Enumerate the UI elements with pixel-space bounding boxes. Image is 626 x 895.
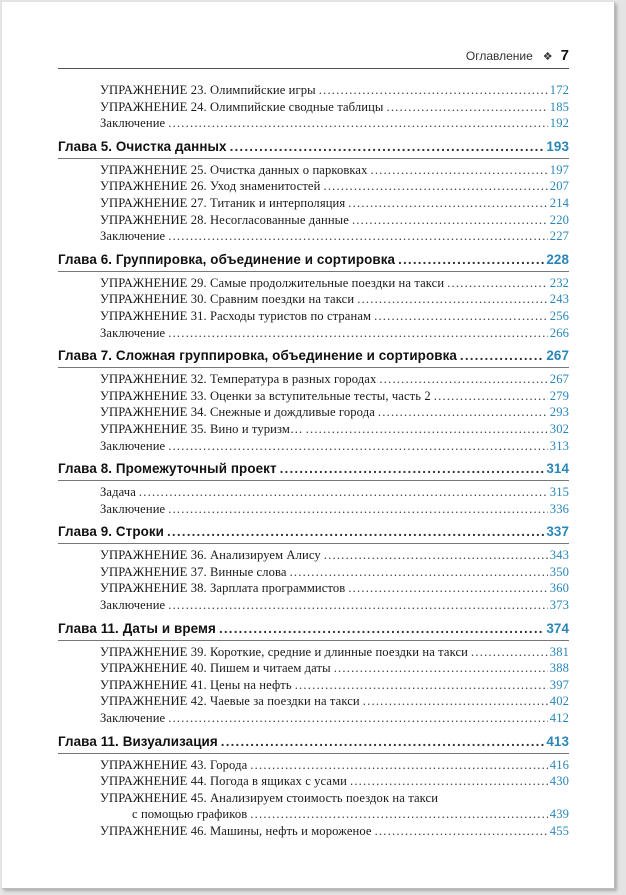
- entry-title: УПРАЖНЕНИЕ 38. Зарплата программистов: [100, 581, 346, 596]
- toc-entry[interactable]: [58, 421, 569, 438]
- running-header: [58, 47, 569, 64]
- toc-entry[interactable]: [58, 404, 569, 421]
- entry-page-number[interactable]: 293: [549, 405, 569, 420]
- entry-title: УПРАЖНЕНИЕ 28. Несогласованные данные: [100, 212, 349, 227]
- chapter-title: Глава 9. Строки: [58, 524, 165, 540]
- header-rule: [58, 68, 569, 69]
- chapter-title: Глава 11. Визуализация: [58, 733, 218, 749]
- entry-title: Заключение: [100, 598, 166, 613]
- entry-title: Заключение: [100, 325, 166, 340]
- toc-chapter[interactable]: [58, 730, 569, 754]
- toc-entry[interactable]: [58, 564, 569, 581]
- entry-title: УПРАЖНЕНИЕ 42. Чаевые за поездки на такси: [100, 694, 360, 709]
- entry-page-number[interactable]: 315: [549, 485, 569, 500]
- running-header-title: Оглавление: [465, 49, 533, 63]
- entry-page-number[interactable]: 343: [549, 548, 569, 563]
- entry-title: УПРАЖНЕНИЕ 23. Олимпийские игры: [100, 83, 316, 97]
- toc-entry[interactable]: [58, 823, 569, 840]
- toc-chapter[interactable]: [58, 248, 569, 272]
- entry-page-number[interactable]: 243: [549, 292, 569, 307]
- page-number: 7: [560, 47, 569, 64]
- dot-leader: [219, 617, 544, 640]
- dot-leader: [306, 421, 548, 438]
- dot-leader: [168, 115, 548, 132]
- entry-page-number[interactable]: 172: [549, 83, 569, 97]
- entry-title: Заключение: [100, 711, 166, 726]
- toc-entry[interactable]: [58, 597, 569, 614]
- toc-entry[interactable]: [58, 291, 569, 308]
- dot-leader: [379, 371, 547, 388]
- entry-title: УПРАЖНЕНИЕ 37. Винные слова: [100, 564, 287, 579]
- dot-leader: [348, 195, 548, 212]
- entry-page-number[interactable]: 192: [549, 116, 569, 131]
- dot-leader: [168, 501, 548, 518]
- entry-title: Заключение: [100, 116, 166, 131]
- entry-page-number[interactable]: 388: [549, 661, 569, 676]
- chapter-title: Глава 7. Сложная группировка, объединение и сортировка: [58, 348, 457, 364]
- dot-leader: [168, 597, 548, 614]
- entry-page-number[interactable]: 267: [549, 372, 569, 387]
- toc-entry[interactable]: [58, 501, 569, 518]
- entry-title: с помощью графиков: [132, 807, 248, 822]
- dot-leader: [375, 823, 548, 840]
- entry-title: УПРАЖНЕНИЕ 24. Олимпийские сводные таблицы: [100, 99, 384, 114]
- ornament-icon: ❖: [542, 51, 553, 63]
- toc-entry[interactable]: [58, 178, 569, 195]
- entry-title: УПРАЖНЕНИЕ 26. Уход знаменитостей: [100, 179, 321, 194]
- dot-leader: [230, 135, 545, 158]
- dot-leader: [447, 275, 548, 292]
- toc-entry-continuation[interactable]: [58, 806, 569, 823]
- entry-page-number[interactable]: 197: [549, 162, 569, 177]
- entry-title: УПРАЖНЕНИЕ 25. Очистка данных о парковках: [100, 162, 368, 177]
- dot-leader: [221, 730, 545, 753]
- toc-entry[interactable]: [58, 547, 569, 564]
- entry-title: УПРАЖНЕНИЕ 36. Анализируем Алису: [100, 548, 321, 563]
- dot-leader: [350, 773, 548, 790]
- entry-page-number[interactable]: 228: [546, 251, 569, 267]
- dot-leader: [434, 388, 548, 405]
- toc-entry[interactable]: [58, 710, 569, 727]
- entry-title: УПРАЖНЕНИЕ 33. Оценки за вступительные тесты, часть 2: [100, 388, 431, 403]
- entry-page-number[interactable]: 314: [546, 461, 569, 477]
- toc-entry[interactable]: [58, 757, 569, 774]
- toc-chapter[interactable]: [58, 135, 569, 159]
- entry-title: УПРАЖНЕНИЕ 45. Анализируем стоимость поездок на такси: [100, 790, 439, 805]
- entry-title: УПРАЖНЕНИЕ 44. Погода в ящиках с усами: [100, 774, 347, 789]
- entry-page-number[interactable]: 256: [549, 308, 569, 323]
- dot-leader: [352, 212, 548, 229]
- dot-leader: [319, 82, 548, 99]
- entry-page-number[interactable]: 193: [546, 138, 569, 154]
- entry-page-number[interactable]: 373: [549, 598, 569, 613]
- dot-leader: [357, 291, 548, 308]
- entry-title: УПРАЖНЕНИЕ 31. Расходы туристов по странам: [100, 308, 372, 323]
- dot-leader: [167, 520, 544, 543]
- entry-title: УПРАЖНЕНИЕ 40. Пишем и читаем даты: [100, 661, 331, 676]
- entry-title: УПРАЖНЕНИЕ 29. Самые продолжительные поездки на такси: [100, 275, 445, 290]
- dot-leader: [371, 162, 548, 179]
- entry-title: УПРАЖНЕНИЕ 35. Вино и туризм…: [100, 421, 303, 436]
- entry-page-number[interactable]: 267: [546, 348, 569, 364]
- dot-leader: [290, 564, 548, 581]
- entry-title: Задача: [100, 485, 136, 500]
- toc-entry[interactable]: [58, 212, 569, 229]
- entry-page-number[interactable]: 402: [549, 694, 569, 709]
- dot-leader: [386, 99, 547, 116]
- entry-page-number[interactable]: 350: [549, 564, 569, 579]
- entry-page-number[interactable]: 360: [549, 581, 569, 596]
- entry-page-number[interactable]: 185: [549, 99, 569, 114]
- entry-title: УПРАЖНЕНИЕ 39. Короткие, средние и длинные поездки на такси: [100, 644, 469, 659]
- entry-title: Заключение: [100, 501, 166, 516]
- entry-page-number[interactable]: 302: [549, 421, 569, 436]
- dot-leader: [280, 457, 545, 480]
- toc-entry[interactable]: [58, 773, 569, 790]
- entry-page-number[interactable]: 413: [546, 733, 569, 749]
- toc-entry[interactable]: [58, 82, 569, 99]
- toc-entry[interactable]: [58, 115, 569, 132]
- dot-leader: [168, 710, 548, 727]
- dot-leader: [460, 344, 544, 367]
- dot-leader: [323, 178, 547, 195]
- entry-page-number[interactable]: 374: [546, 620, 569, 636]
- entry-page-number[interactable]: 214: [549, 195, 569, 210]
- book-page: [2, 2, 615, 889]
- toc-entry[interactable]: [58, 162, 569, 179]
- entry-page-number[interactable]: 207: [549, 179, 569, 194]
- entry-title: УПРАЖНЕНИЕ 32. Температура в разных городах: [100, 372, 377, 387]
- chapter-title: Глава 6. Группировка, объединение и сортировка: [58, 251, 396, 267]
- toc-entry[interactable]: [58, 677, 569, 694]
- toc-entry[interactable]: [58, 660, 569, 677]
- dot-leader: [471, 644, 548, 661]
- entry-page-number[interactable]: 381: [549, 644, 569, 659]
- entry-page-number[interactable]: 220: [549, 212, 569, 227]
- entry-page-number[interactable]: 430: [549, 774, 569, 789]
- table-of-contents: [58, 82, 569, 840]
- entry-title: Заключение: [100, 229, 166, 244]
- entry-page-number[interactable]: 313: [549, 438, 569, 453]
- dot-leader: [348, 580, 547, 597]
- toc-chapter[interactable]: [58, 617, 569, 641]
- toc-chapter[interactable]: [58, 457, 569, 481]
- toc-entry[interactable]: [58, 275, 569, 292]
- dot-leader: [295, 677, 548, 694]
- chapter-title: Глава 11. Даты и время: [58, 620, 216, 636]
- entry-title: УПРАЖНЕНИЕ 41. Цены на нефть: [100, 677, 292, 692]
- toc-entry[interactable]: [58, 308, 569, 325]
- dot-leader: [324, 547, 548, 564]
- toc-chapter[interactable]: [58, 520, 569, 544]
- entry-page-number[interactable]: 412: [549, 711, 569, 726]
- toc-entry[interactable]: [58, 325, 569, 342]
- dot-leader: [398, 248, 544, 271]
- toc-entry[interactable]: [58, 693, 569, 710]
- entry-page-number[interactable]: 227: [549, 229, 569, 244]
- entry-title: УПРАЖНЕНИЕ 34. Снежные и дождливые города: [100, 405, 375, 420]
- dot-leader: [378, 404, 548, 421]
- toc-entry[interactable]: [58, 484, 569, 501]
- entry-page-number[interactable]: 279: [549, 388, 569, 403]
- entry-title: Заключение: [100, 438, 166, 453]
- toc-chapter[interactable]: [58, 344, 569, 368]
- dot-leader: [334, 660, 548, 677]
- entry-title: УПРАЖНЕНИЕ 43. Города: [100, 757, 248, 772]
- entry-page-number[interactable]: 232: [549, 275, 569, 290]
- toc-entry[interactable]: [58, 790, 569, 807]
- chapter-title: Глава 8. Промежуточный проект: [58, 461, 277, 477]
- dot-leader: [250, 806, 548, 823]
- entry-page-number[interactable]: 416: [549, 757, 569, 772]
- toc-entry[interactable]: [58, 644, 569, 661]
- entry-page-number[interactable]: 455: [549, 824, 569, 838]
- toc-entry[interactable]: [58, 388, 569, 405]
- dot-leader: [168, 325, 548, 342]
- dot-leader: [168, 228, 548, 245]
- toc-entry[interactable]: [58, 371, 569, 388]
- entry-title: УПРАЖНЕНИЕ 30. Сравним поездки на такси: [100, 292, 355, 307]
- entry-page-number[interactable]: 336: [549, 501, 569, 516]
- entry-page-number[interactable]: 266: [549, 325, 569, 340]
- dot-leader: [250, 757, 548, 774]
- entry-page-number[interactable]: 439: [549, 807, 569, 822]
- chapter-title: Глава 5. Очистка данных: [58, 138, 227, 154]
- toc-entry[interactable]: [58, 580, 569, 597]
- toc-entry[interactable]: [58, 99, 569, 116]
- entry-title: УПРАЖНЕНИЕ 46. Машины, нефть и мороженое: [100, 824, 372, 838]
- dot-leader: [139, 484, 548, 501]
- toc-entry[interactable]: [58, 195, 569, 212]
- dot-leader: [168, 438, 548, 455]
- dot-leader: [374, 308, 548, 325]
- dot-leader: [363, 693, 548, 710]
- entry-page-number[interactable]: 397: [549, 677, 569, 692]
- toc-entry[interactable]: [58, 438, 569, 455]
- toc-entry[interactable]: [58, 228, 569, 245]
- entry-page-number[interactable]: 337: [546, 524, 569, 540]
- entry-title: УПРАЖНЕНИЕ 27. Титаник и интерполяция: [100, 195, 346, 210]
